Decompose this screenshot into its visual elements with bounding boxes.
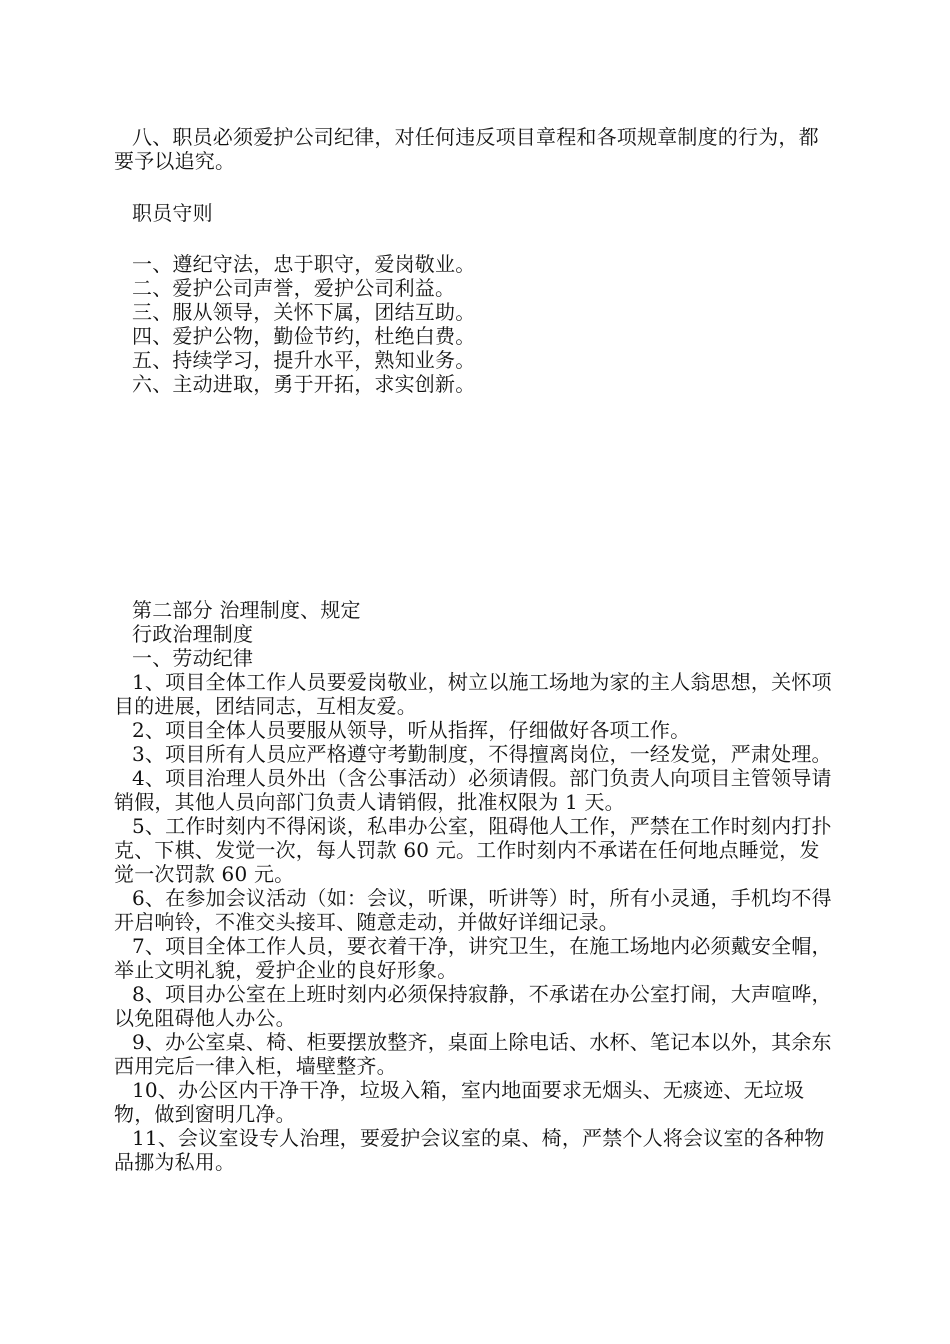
discipline-item: 10、办公区内干净干净，垃圾入箱，室内地面要求无烟头、无痰迹、无垃圾物，做到窗明几净。 [114, 1078, 805, 1126]
part-two-subheading: 行政治理制度 [132, 622, 254, 646]
labor-discipline-heading: 一、劳动纪律 [132, 646, 254, 670]
paragraph-eight: 八、职员必须爱护公司纪律，对任何违反项目章程和各项规章制度的行为，都要予以追究。 [114, 125, 819, 173]
part-two-heading: 第二部分 治理制度、规定 [132, 598, 361, 622]
discipline-item: 8、项目办公室在上班时刻内必须保持寂静，不承诺在办公室打闹，大声喧哗，以免阻碍他人办公。 [114, 982, 832, 1030]
rules-item: 三、服从领导，关怀下属，团结互助。 [132, 300, 476, 324]
discipline-item: 1、项目全体工作人员要爱岗敬业，树立以施工场地为家的主人翁思想，关怀项目的进展，团结同志，互相友爱。 [114, 670, 832, 718]
discipline-item: 9、办公室桌、椅、柜要摆放整齐，桌面上除电话、水杯、笔记本以外，其余东西用完后一律入柜，墙壁整齐。 [114, 1030, 832, 1078]
rules-item: 六、主动进取，勇于开拓，求实创新。 [132, 372, 476, 396]
discipline-item: 6、在参加会议活动（如：会议，听课，听讲等）时，所有小灵通，手机均不得开启响铃，不准交头接耳、随意走动，并做好详细记录。 [114, 886, 832, 934]
rules-item: 一、遵纪守法，忠于职守，爱岗敬业。 [132, 252, 476, 276]
discipline-item: 5、工作时刻内不得闲谈，私串办公室，阻碍他人工作，严禁在工作时刻内打扑克、下棋、发觉一次，每人罚款 60 元。工作时刻内不承诺在任何地点睡觉，发觉一次罚款 60 元。 [114, 814, 832, 886]
rules-item: 四、爱护公物，勤俭节约，杜绝白费。 [132, 324, 476, 348]
intro-section [114, 125, 834, 173]
discipline-item: 2、项目全体人员要服从领导，听从指挥，仔细做好各项工作。 [132, 718, 691, 742]
rules-title-block [114, 201, 834, 225]
part-two-section [114, 598, 834, 1174]
rules-list [114, 252, 834, 396]
discipline-item: 3、项目所有人员应严格遵守考勤制度，不得擅离岗位，一经发觉，严肃处理。 [132, 742, 832, 766]
rules-item: 二、爱护公司声誉，爱护公司利益。 [132, 276, 456, 300]
discipline-item: 11、会议室设专人治理，要爱护会议室的桌、椅，严禁个人将会议室的各种物品挪为私用。 [114, 1126, 825, 1174]
rules-title: 职员守则 [132, 201, 213, 225]
discipline-item: 4、项目治理人员外出（含公事活动）必须请假。部门负责人向项目主管领导请销假，其他人员向部门负责人请销假，批准权限为 1 天。 [114, 766, 832, 814]
discipline-item: 7、项目全体工作人员，要衣着干净，讲究卫生，在施工场地内必须戴安全帽，举止文明礼貌，爱护企业的良好形象。 [114, 934, 832, 982]
rules-item: 五、持续学习，提升水平，熟知业务。 [132, 348, 476, 372]
